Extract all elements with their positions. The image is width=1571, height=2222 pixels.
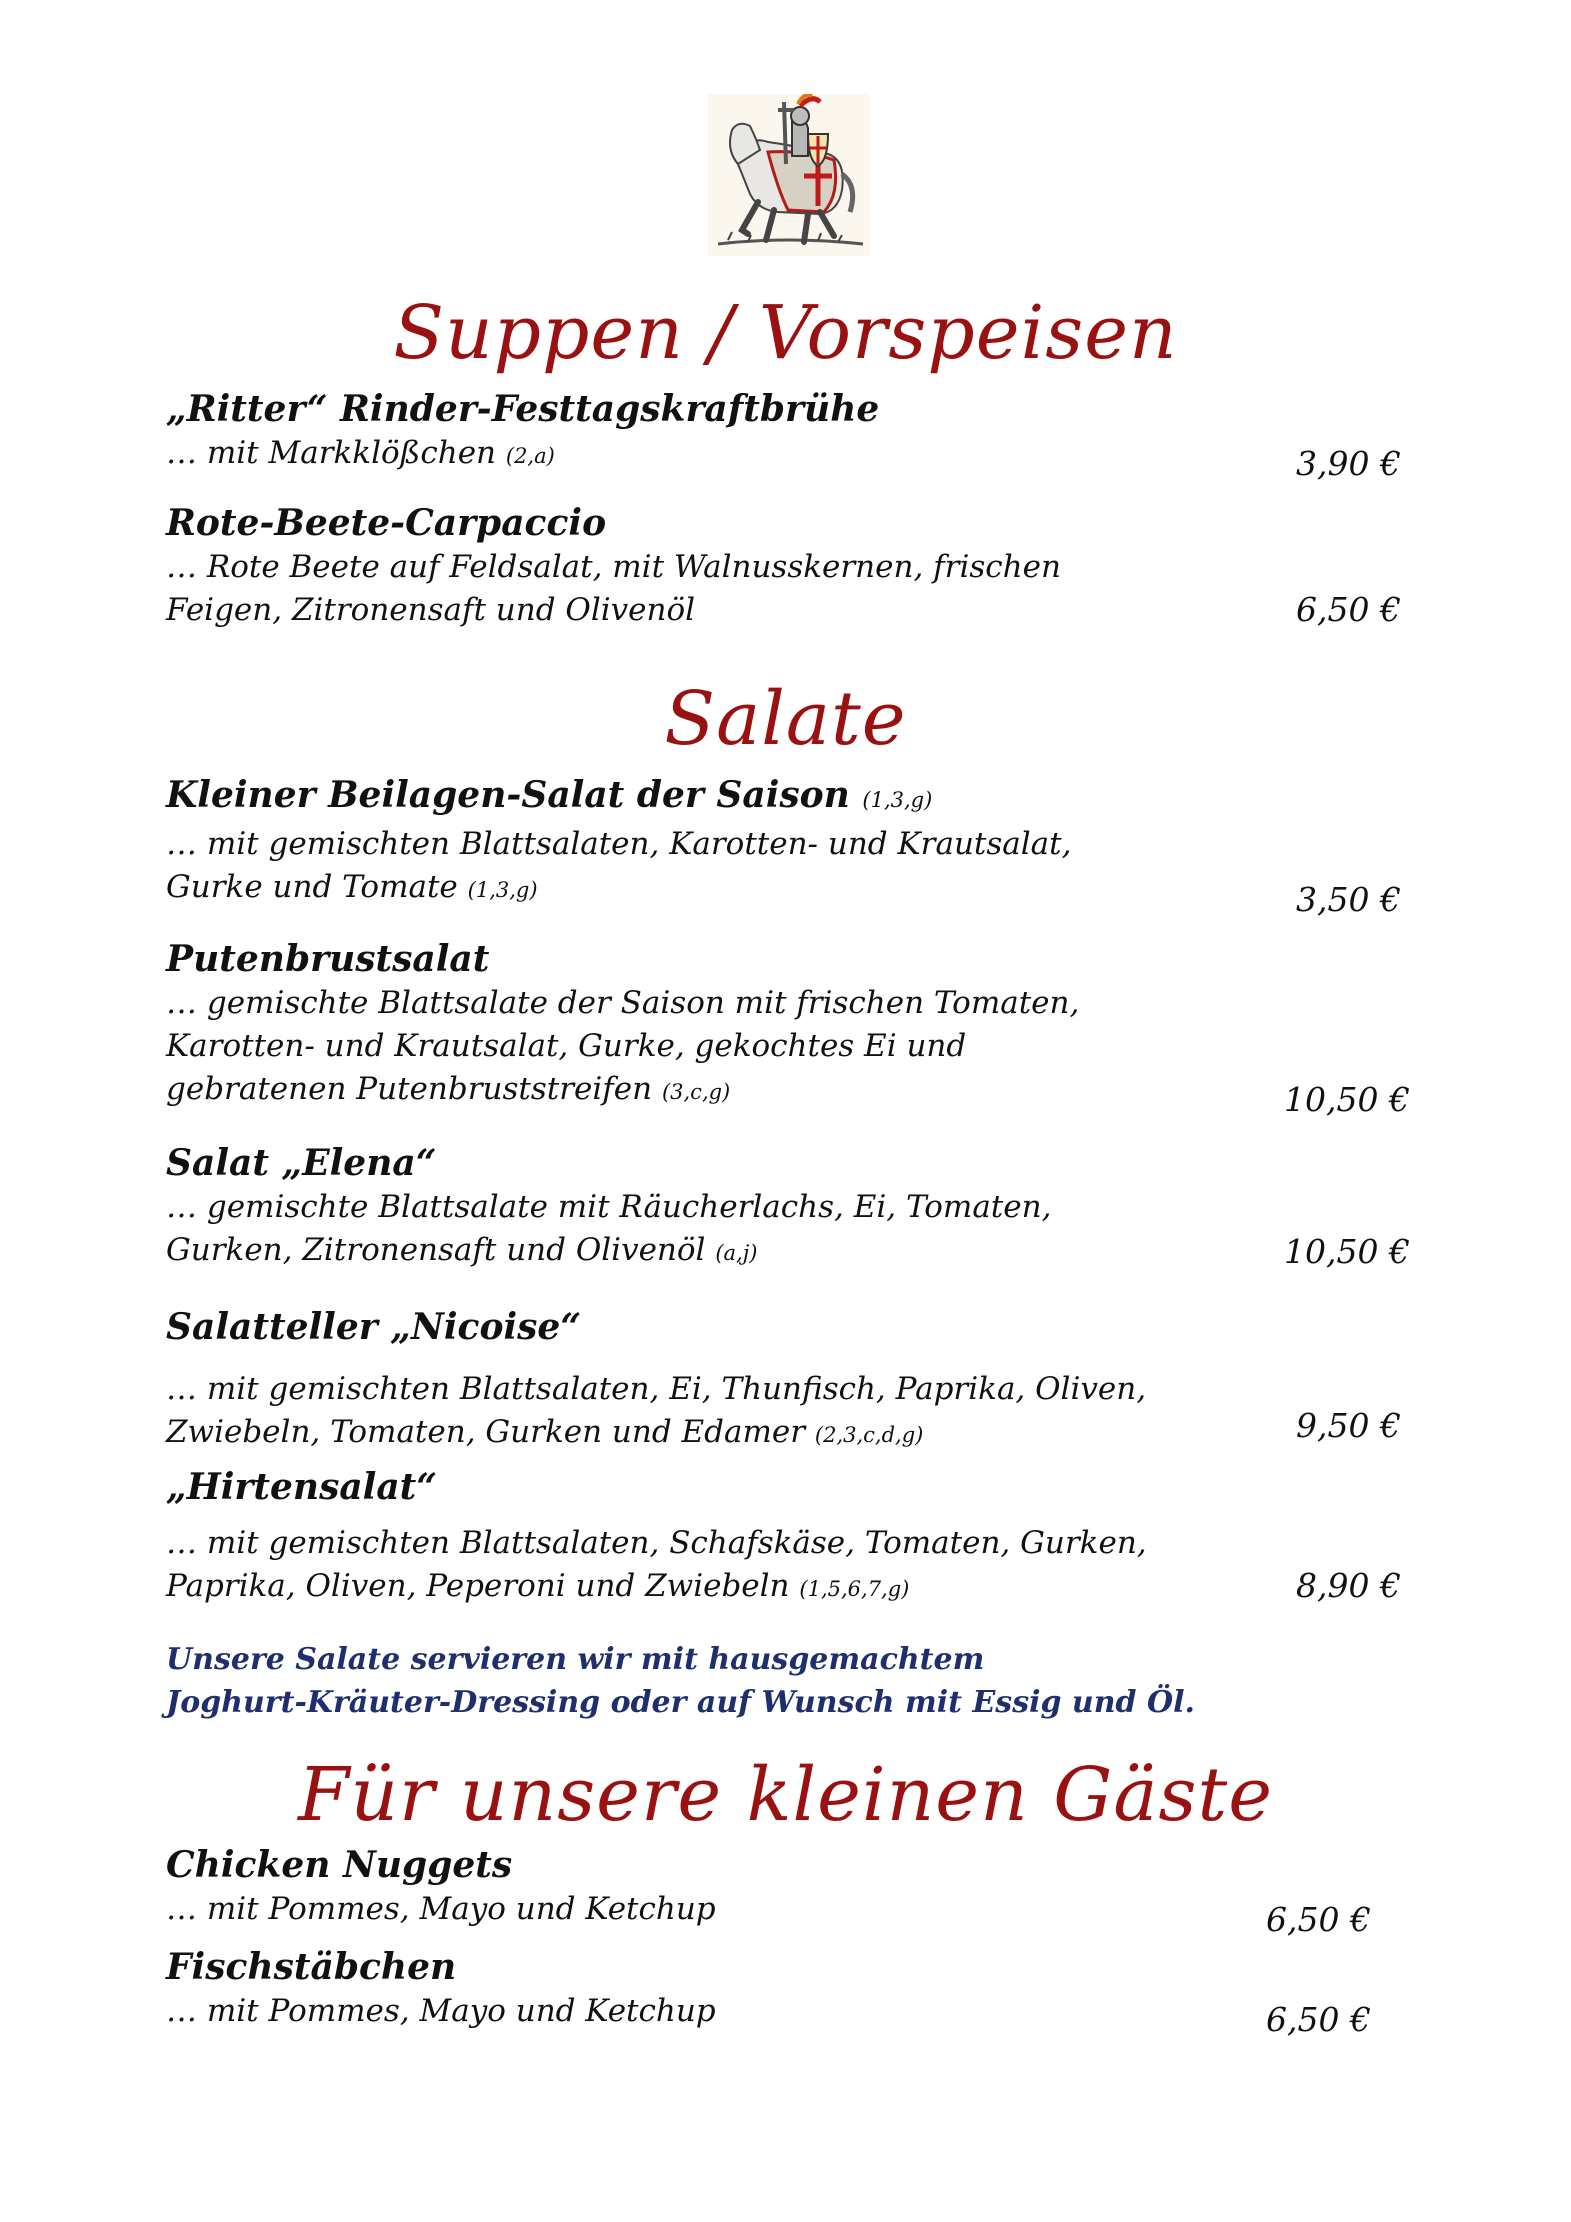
item-name: [166, 1944, 1416, 1990]
item-description: [166, 546, 1276, 632]
item-description: [166, 982, 1276, 1114]
item-desc-text: … mit gemischten Blattsalaten, Karotten- und Krautsalat, Gurke und Tomate: [166, 826, 1072, 905]
item-price: 6,50 €: [1266, 1900, 1371, 1939]
allergen-note: (1,3,g): [862, 788, 933, 812]
section-title-suppen: Suppen / Vorspeisen: [393, 290, 1178, 376]
menu-item: [166, 1842, 1416, 1931]
allergen-note: (1,3,g): [467, 878, 538, 902]
item-name-text: Salat „Elena“: [166, 1142, 437, 1184]
menu-item: [166, 386, 1416, 478]
item-name: [166, 772, 1416, 823]
allergen-note: (1,5,6,7,g): [799, 1577, 910, 1601]
item-price: 8,90 €: [1296, 1566, 1401, 1605]
item-description: [166, 1522, 1276, 1611]
knight-on-horse-icon: [708, 94, 870, 256]
item-name: [166, 1842, 1416, 1888]
menu-item: [166, 1464, 1416, 1611]
item-description: [166, 432, 1276, 478]
item-desc-text: … mit Pommes, Mayo und Ketchup: [166, 1993, 716, 2029]
item-price: 6,50 €: [1266, 2000, 1371, 2039]
dressing-info-note: Unsere Salate servieren wir mit hausgemachtem Joghurt-Kräuter-Dressing oder auf Wunsch mit Essig und Öl.: [166, 1642, 1195, 1720]
section-title-kinder: Für unsere kleinen Gäste: [297, 1752, 1273, 1838]
item-name-text: Fischstäbchen: [166, 1946, 457, 1988]
item-desc-text: … gemischte Blattsalate der Saison mit frischen Tomaten, Karotten- und Krautsalat, Gurke, gekochtes Ei und gebratenen Putenbruststreifen: [166, 985, 1080, 1107]
item-name-text: Salatteller „Nicoise“: [166, 1306, 582, 1348]
item-name-text: „Ritter“ Rinder-Festtagskraftbrühe: [166, 388, 880, 430]
item-desc-text: … mit Pommes, Mayo und Ketchup: [166, 1891, 716, 1927]
item-name: [166, 1140, 1416, 1186]
menu-item: [166, 500, 1416, 632]
item-name-text: Putenbrustsalat: [166, 938, 490, 980]
allergen-note: (3,c,g): [661, 1080, 731, 1104]
item-desc-text: … Rote Beete auf Feldsalat, mit Walnusskernen, frischen Feigen, Zitronensaft und Olivenöl: [166, 549, 1061, 628]
item-name: [166, 500, 1416, 546]
allergen-note: (2,3,c,d,g): [814, 1423, 924, 1447]
item-name: [166, 386, 1416, 432]
menu-item: [166, 1304, 1416, 1457]
item-name: [166, 1464, 1416, 1510]
item-name: [166, 1304, 1416, 1350]
item-desc-text: … gemischte Blattsalate mit Räucherlachs, Ei, Tomaten, Gurken, Zitronensaft und Olivenöl: [166, 1189, 1052, 1268]
allergen-note: (2,a): [505, 444, 555, 468]
item-description: [166, 1990, 1276, 2033]
item-price: 10,50 €: [1284, 1080, 1410, 1119]
menu-item: [166, 1944, 1416, 2033]
item-desc-text: … mit gemischten Blattsalaten, Ei, Thunfisch, Paprika, Oliven, Zwiebeln, Tomaten, Gurken und Edamer: [166, 1371, 1147, 1450]
item-description: [166, 823, 1276, 912]
item-name-text: „Hirtensalat“: [166, 1466, 438, 1508]
item-price: 3,90 €: [1296, 444, 1401, 483]
item-description: [166, 1186, 1276, 1275]
section-title-salate: Salate: [664, 676, 907, 762]
item-name-text: Rote-Beete-Carpaccio: [166, 502, 607, 544]
item-price: 10,50 €: [1284, 1232, 1410, 1271]
item-desc-text: … mit gemischten Blattsalaten, Schafskäse, Tomaten, Gurken, Paprika, Oliven, Peperoni und Zwiebeln: [166, 1525, 1147, 1604]
item-price: 6,50 €: [1296, 590, 1401, 629]
item-name-text: Chicken Nuggets: [166, 1844, 513, 1886]
item-name: [166, 936, 1416, 982]
item-name-text: Kleiner Beilagen-Salat der Saison: [166, 774, 850, 816]
menu-item: [166, 772, 1416, 912]
menu-item: [166, 1140, 1416, 1275]
item-price: 9,50 €: [1296, 1406, 1401, 1445]
item-description: [166, 1368, 1276, 1457]
item-desc-text: … mit Markklößchen: [166, 435, 497, 471]
allergen-note: (a,j): [715, 1241, 758, 1265]
item-description: [166, 1888, 1276, 1931]
menu-item: [166, 936, 1416, 1114]
item-price: 3,50 €: [1296, 880, 1401, 919]
